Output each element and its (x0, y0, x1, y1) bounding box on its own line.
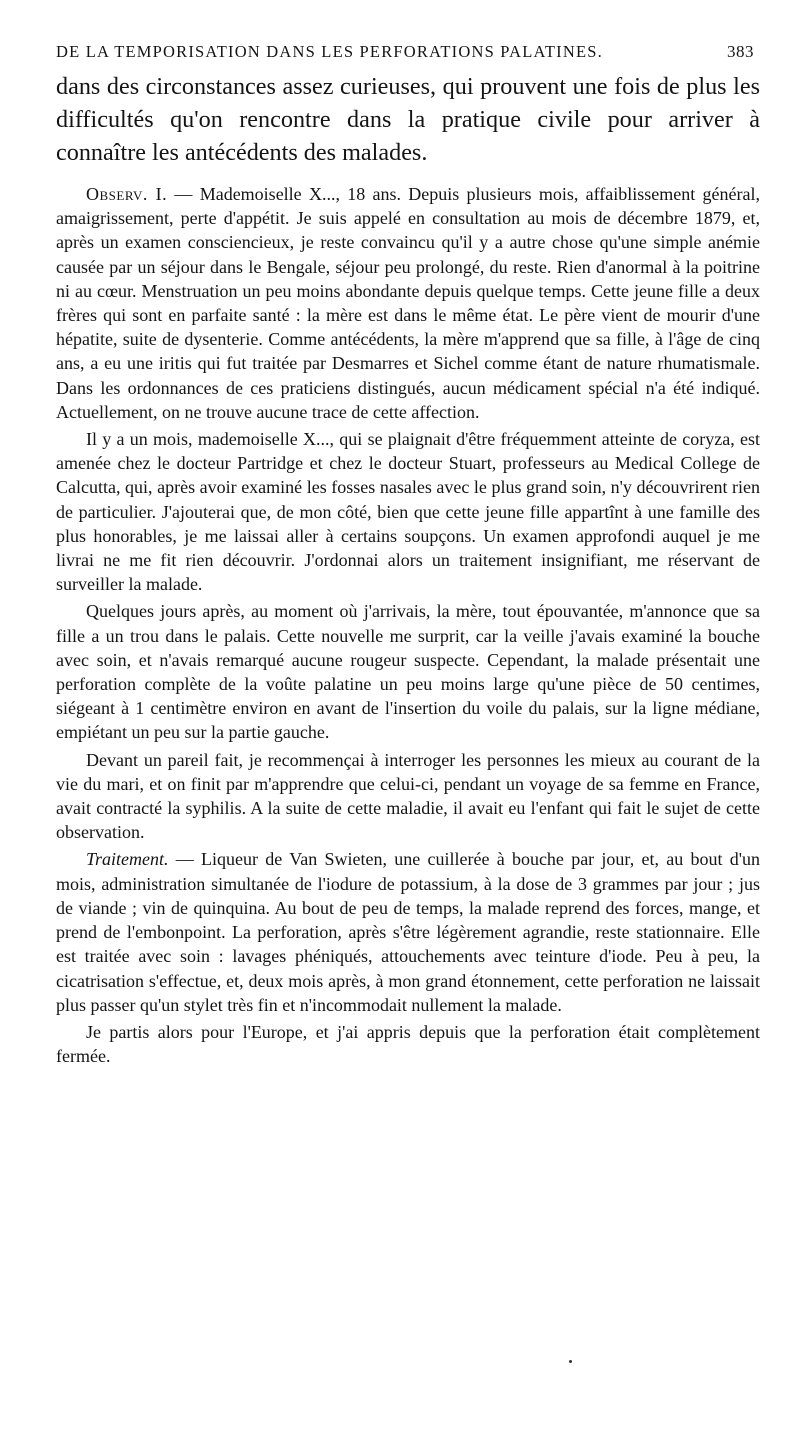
observation-paragraph-2: Il y a un mois, mademoiselle X..., qui se plaignait d'être fréquemment atteinte de coryza, est amenée chez le docteur Partridge et chez le docteur Stuart, professeurs au Medical College de Calcutta, qui, après avoir examiné les fosses nasales avec le plus grand soin, n'y découvrirent rien de particulier. J'ajouterai que, de mon côté, bien que cette jeune fille appartînt à une famille des plus honorables, je me laissai aller à certains soupçons. Un examen approfondi auquel je me livrai ne me fit rien découvrir. J'ordonnai alors un traitement insignifiant, me réservant de surveiller la malade. (56, 429, 760, 595)
treatment-paragraph-text: — Liqueur de Van Swieten, une cuillerée à bouche par jour, et, au bout d'un mois, administration simultanée de l'iodure de potassium, à la dose de 3 grammes par jour ; jus de viande ; vin de quinquina. Au bout de peu de temps, la malade reprend des forces, mange, et prend de l'embonpoint. La perforation, après s'être légèrement agrandie, reste stationnaire. Elle est traitée avec soin : lavages phéniqués, attouchements avec teinture d'iode. Peu à peu, la cicatrisation s'effectue, et, deux mois après, à mon grand étonnement, cette perforation ne laissait plus passer qu'un stylet très fin et n'incommodait nullement la malade. (56, 849, 760, 1015)
closing-paragraph: Je partis alors pour l'Europe, et j'ai appris depuis que la perforation était complètement fermée. (56, 1021, 760, 1067)
running-title: DE LA TEMPORISATION DANS LES PERFORATIONS PALATINES. (56, 42, 603, 61)
observation-label: Observ. I. (86, 184, 168, 204)
observation-paragraph-4: Devant un pareil fait, je recommençai à interroger les personnes les mieux au courant de la vie du mari, et on finit par m'apprendre que celui-ci, pendant un voyage de sa femme en France, avait contracté la syphilis. A la suite de cette maladie, il avait eu l'enfant qui fait le sujet de cette observation. (56, 749, 760, 843)
page-number: 383 (727, 42, 754, 61)
print-speck (569, 1360, 572, 1363)
running-header (56, 42, 760, 62)
treatment-paragraph (56, 847, 760, 1016)
lead-paragraph: dans des circonstances assez curieuses, qui prouvent une fois de plus les difficultés qu'on rencontre dans la pratique civile pour arriver à connaître les antécédents des malades. (56, 73, 760, 166)
observation-paragraph-1 (56, 182, 760, 424)
treatment-label: Traitement. (86, 849, 169, 870)
observation-paragraph-1-text: — Mademoiselle X..., 18 ans. Depuis plusieurs mois, affaiblissement général, amaigrissement, perte d'appétit. Je suis appelé en consultation au mois de décembre 1879, et, après un examen consciencieux, je reste convaincu qu'il y a autre chose qu'une simple anémie causée par un séjour dans le Bengale, séjour peu prolongé, du reste. Rien d'anormal à la poitrine ni au cœur. Menstruation un peu moins abondante depuis quelque temps. Cette jeune fille a deux frères qui sont en parfaite santé : la mère est dans le même état. Le père vient de mourir d'une hépatite, suite de dysenterie. Comme antécédents, la mère m'apprend que sa fille, à l'âge de cinq ans, a eu une iritis qui fut traitée par Desmarres et Sichel comme étant de nature rhumatismale. Dans les ordonnances de ces praticiens distingués, aucun médicament spécial n'a été indiqué. Actuellement, on ne trouve aucune trace de cette affection. (56, 184, 760, 422)
observation-paragraph-3: Quelques jours après, au moment où j'arrivais, la mère, tout épouvantée, m'annonce que sa fille a un trou dans le palais. Cette nouvelle me surprit, car la veille j'avais examiné la bouche avec soin, et n'avais remarqué aucune rougeur suspecte. Cependant, la malade présentait une perforation complète de la voûte palatine un peu moins large qu'une pièce de 50 centimes, siégeant à 1 centimètre environ en avant de l'insertion du voile du palais, sur la ligne médiane, empiétant un peu sur la partie gauche. (56, 601, 760, 743)
